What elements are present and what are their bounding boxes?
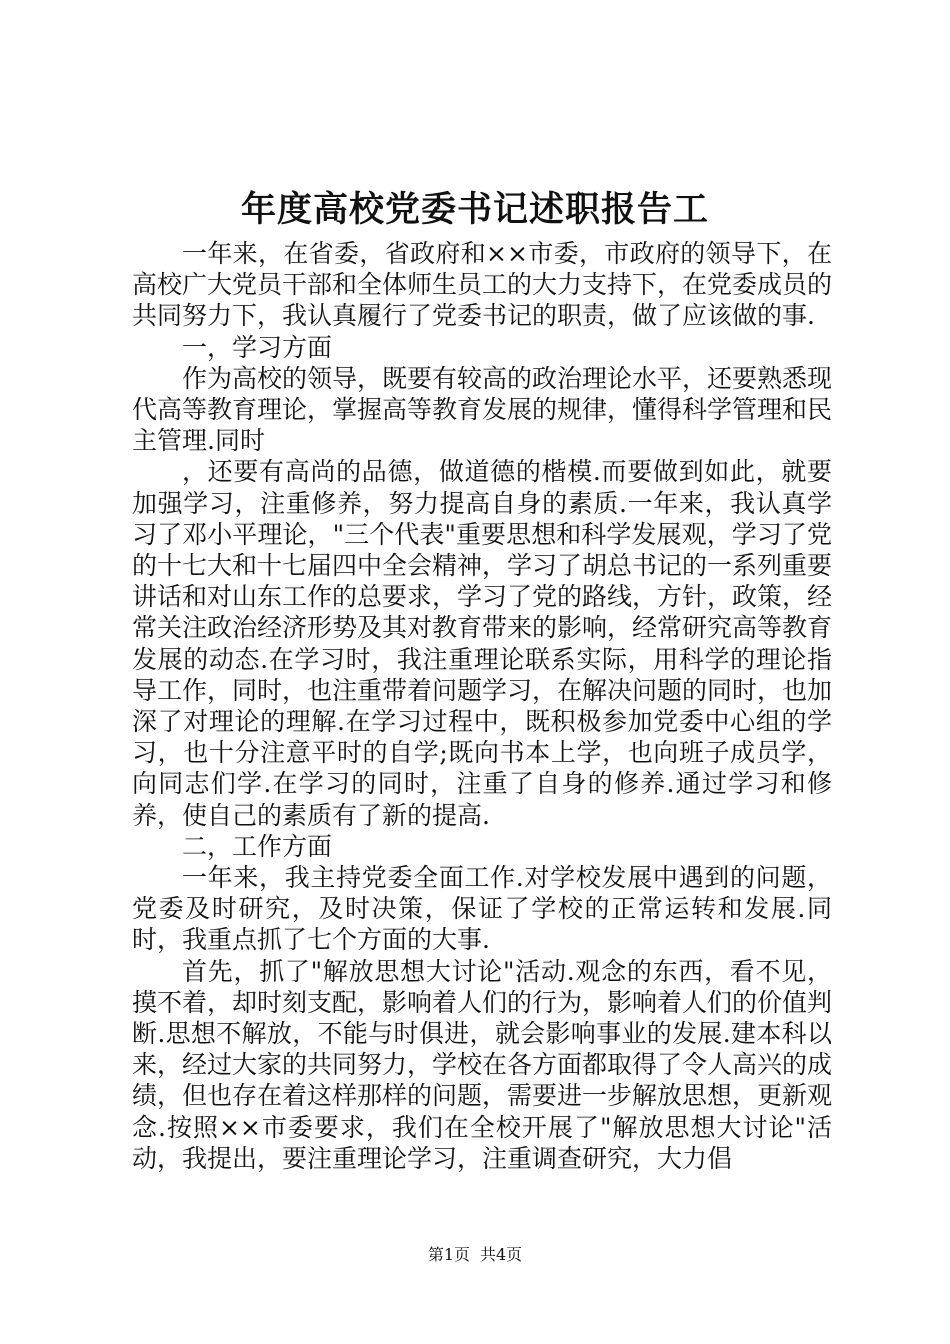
paragraph-study-1: 作为高校的领导，既要有较高的政治理论水平，还要熟悉现代高等教育理论，掌握高等教育发展的规律，懂得科学管理和民主管理.同时 (132, 363, 833, 456)
paragraph-work-1: 一年来，我主持党委全面工作.对学校发展中遇到的问题，党委及时研究，及时决策，保证了学校的正常运转和发展.同时，我重点抓了七个方面的大事. (132, 863, 832, 955)
section-heading-work: 二，工作方面 (182, 831, 333, 861)
paragraph-study-2: ，还要有高尚的品德，做道德的楷模.而要做到如此，就要加强学习，注重修养，努力提高自身的素质.一年来，我认真学习了邓小平理论，"三个代表"重要思想和科学发展观，学习了党的十七大和十七届四中全会精神，学习了胡总书记的一系列重要讲话和对山东工作的总要求，学习了党的路线，方针，政策，经常关注政治经济形势及其对教育带来的影响，经常研究高等教育发展的动态.在学习时，我注重理论联系实际，用科学的理论指导工作，同时，也注重带着问题学习，在解决问题的同时，也加深了对理论的理解.在学习过程中，既积极参加党委中心组的学习，也十分注意平时的自学;既向书本上学，也向班子成员学，向同志们学.在学习的同时，注重了自身的修养.通过学习和修养，使自己的素质有了新的提高. (132, 457, 833, 830)
page-number: 第1页 (427, 1245, 470, 1264)
document-title: 年度高校党委书记述职报告工 (240, 189, 709, 230)
paragraph-work-2: 首先，抓了"解放思想大讨论"活动.观念的东西，看不见，摸不着，却时刻支配，影响着人们的行为，影响着人们的价值判断.思想不解放，不能与时俱进，就会影响事业的发展.建本科以来，经过大家的共同努力，学校在各方面都取得了令人高兴的成绩，但也存在着这样那样的问题，需要进一步解放思想，更新观念.按照××市委要求，我们在全校开展了"解放思想大讨论"活动，我提出，要注重理论学习，注重调查研究，大力倡 (132, 956, 833, 1173)
paragraph-intro: 一年来，在省委，省政府和××市委，市政府的领导下，在高校广大党员干部和全体师生员工的大力支持下，在党委成员的共同努力下，我认真履行了党委书记的职责，做了应该做的事. (132, 239, 833, 331)
page-total: 共4页 (480, 1245, 523, 1264)
document-body (132, 238, 832, 1174)
page-footer (0, 1244, 950, 1266)
section-heading-study: 一，学习方面 (182, 332, 333, 362)
